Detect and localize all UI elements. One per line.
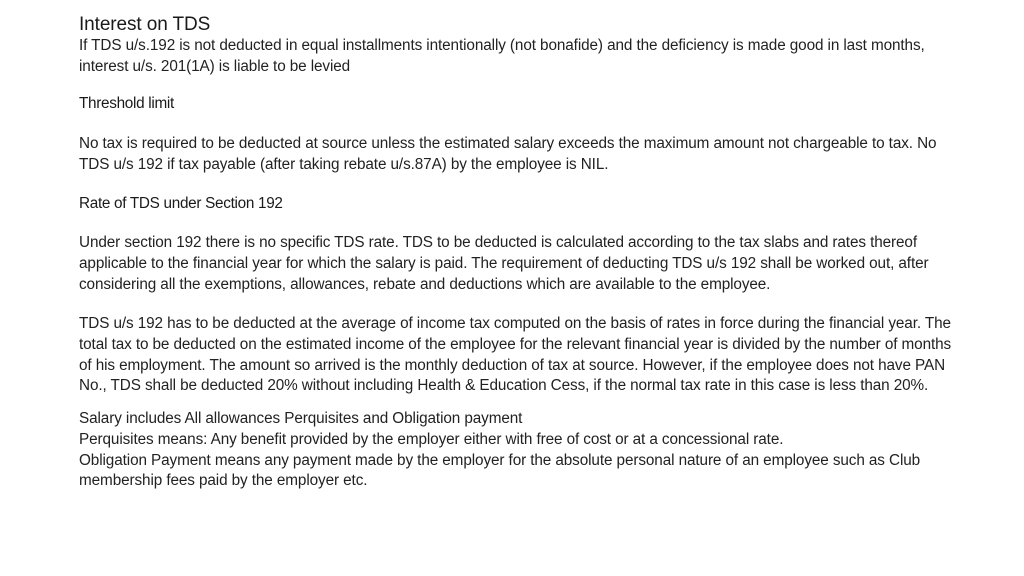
rate-paragraph-2: TDS u/s 192 has to be deducted at the average of income tax computed on the basis of rates in force during the financial year. The total tax to be deducted on the estimated income of the employee for the relevant financial year is divided by the number of months of his employment. The amount so arrived is the monthly deduction of tax at source. However, if the employee does not have PAN No., TDS shall be deducted 20% without including Health & Education Cess, if the normal tax rate in this case is less than 20%.: [79, 315, 952, 395]
slide-content: [79, 14, 959, 492]
slide-title: Interest on TDS: [79, 14, 211, 35]
perquisites-line: Perquisites means: Any benefit provided by the employer either with free of cost or at a concessional rate.: [79, 430, 784, 448]
threshold-paragraph: No tax is required to be deducted at source unless the estimated salary exceeds the maximum amount not chargeable to tax. No TDS u/s 192 if tax payable (after taking rebate u/s.87A) by the employee is NIL.: [79, 135, 937, 173]
threshold-heading: Threshold limit: [79, 95, 174, 113]
interest-paragraph: If TDS u/s.192 is not deducted in equal installments intentionally (not bonafide) and the deficiency is made good in last months, interest u/s. 201(1A) is liable to be levied: [79, 37, 925, 75]
obligation-line: Obligation Payment means any payment made by the employer for the absolute personal nature of an employee such as Club membership fees paid by the employer etc.: [79, 451, 921, 490]
rate-heading: Rate of TDS under Section 192: [79, 194, 283, 212]
salary-line: Salary includes All allowances Perquisites and Obligation payment: [79, 410, 523, 428]
rate-paragraph-1: Under section 192 there is no specific TDS rate. TDS to be deducted is calculated according to the tax slabs and rates thereof applicable to the financial year for which the salary is paid. The requirement of deducting TDS u/s 192 shall be worked out, after considering all the exemptions, allowances, rebate and deductions which are available to the employee.: [79, 234, 929, 293]
